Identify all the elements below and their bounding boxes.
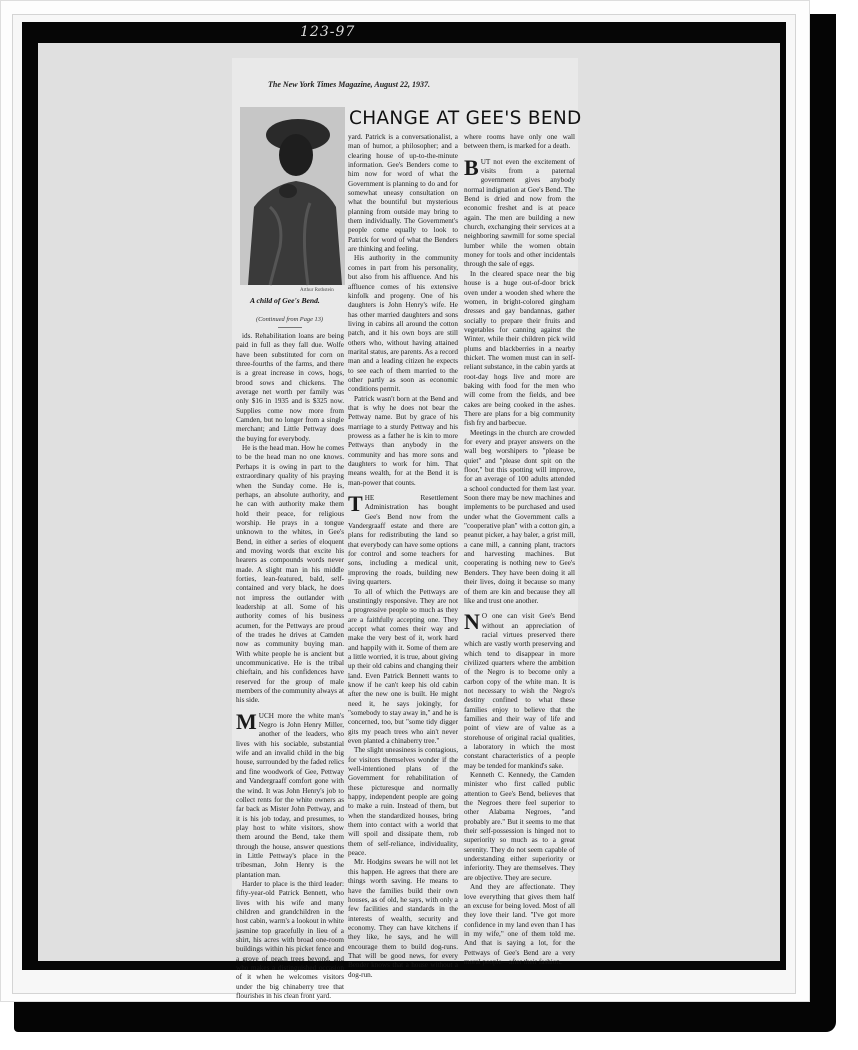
masthead: The New York Times Magazine, August 22, 1937. bbox=[268, 80, 430, 89]
paragraph: The slight uneasiness is contagious, for visitors themselves wonder if the well-intentioned plans of the Government for rehabilitation of these picturesque and normally happy, independent people are going to make a ruin. Instead of them, but when the standardized houses, bring them into contact with a world that will spoil and dissipate them, rob them of self-reliance, individuality, peace. bbox=[348, 746, 458, 858]
paragraph: Mr. Hodgins swears he will not let this happen. He agrees that there are things worth saving. He means to have the families build their own houses, as of old, he says, with only a few facilities and standards in the interests of wealth, security and economy. They can have kitchens if they like, he says, and he will encourage them to build dog-runs. That will be good news, for every Bender knows that a house without a dog-run. bbox=[348, 858, 458, 979]
paragraph bbox=[348, 491, 458, 587]
paragraph-text: HE Resettlement Administration has bought Gee's Bend now from the Vandergraaff estate and there are plans for redistributing the land so that everybody can have some options for control and some teachers for sons, including a medical unit, improving the roads, building new living quarters. bbox=[348, 494, 458, 587]
paragraph-text: UT not even the excitement of visits from a paternal government gives anybody normal indignation at Gee's Bend. The Bend is dried and now from the economic freshet and is at peace again. The men are building a new church, exchanging their services at a neighboring sawmill for some special lumber while the women obtain money for tools and other incidentals through the sale of eggs. bbox=[464, 157, 575, 269]
paragraph bbox=[464, 609, 575, 771]
paragraph: Meetings in the church are crowded for every and prayer answers on the wall beg worshipers to "please be quiet" and "please dont spit on the floor," but this spotting will improve, for an average of 100 adults attended a school conducted for them last year. Soon there may be new machines and implements to be purchased and used under what the Government calls a "cooperative plan" with a cotton gin, a peanut picker, a hay baler, a grist mill, a cane mill, a canning plant, tractors and harvesting machines. But cooperating is nothing new to Gee's Benders. They have been doing it all their lives, doing it because so many of them are kin and because they all like and trust one another. bbox=[464, 428, 575, 605]
paragraph: Patrick wasn't born at the Bend and that is why he does not bear the Pettway name. But by grace of his marriage to a sturdy Pettway and his prowess as a father he is kin to more Pettways than anybody in the community and has more sons and daughters to work for him. That means wealth, for at the Bend it is man-power that counts. bbox=[348, 394, 458, 487]
continued-note: (Continued from Page 13) bbox=[256, 316, 324, 323]
paragraph: where rooms have only one wall between them, is marked for a death. bbox=[464, 133, 575, 151]
drop-cap: B bbox=[464, 154, 479, 180]
paragraph: ids. Rehabilitation loans are being paid in full as they fall due. Wolfe have been substituted for corn on three-fourths of the farms, and there is a great increase in cows, hogs, brood sows and chickens. The average net worth per family was only $16 in 1935 and is $325 now. Supplies come now more from Camden, but no longer from a single merchant; and Little Pettway does the buying for everybody. bbox=[236, 332, 344, 443]
paragraph: Kenneth C. Kennedy, the Camden minister who first called public attention to Gee's Bend, believes that the Negroes there feel superior to other Alabama Negroes, "and probably are." But it seems to me that their self-possession is hinged not to superiority so much as to a great serenity. They do not seem capable of understanding either superiority or inferiority. They are themselves. They are objective. They are secure. bbox=[464, 771, 575, 882]
paragraph: To all of which the Pettways are unstintingly responsive. They are not a progressive people so much as they are a faithfully accepting one. They accept what comes their way and make the very best of it, work hard and happily with it. Some of them are a little worried, it is true, about giving up their old cabins and changing their land. Even Patrick Bennett wants to know if he can't keep his old cabin after the new one is built. He might need it, he says jokingly, for "somebody to stay away in," and he is concerned, too, but "some tidy digger gits my peach trees who ain't never even planted a chinaberry tree." bbox=[348, 587, 458, 745]
article-column-1 bbox=[236, 332, 344, 1001]
article-column-3 bbox=[464, 133, 575, 966]
paragraph bbox=[464, 154, 575, 270]
divider bbox=[278, 327, 302, 328]
paragraph-text: UCH more the white man's Negro is John Henry Miller, another of the leaders, who lives with his sociable, substantial wife and an invalid child in the big house, surrounded by the faded relics and fine woodwork of Gee, Pettway and Vandergraaff comfort gone with the wind. It was John Henry's job to collect rents for the white owners as far back as Mister John Pettway, and it is his job today, and presumes, to play host to white visitors, show them around the Bend, take them through the house, answer questions in Little Pettway's place in the tribesman, John Henry is the plantation man. bbox=[236, 711, 344, 879]
headline: CHANGE AT GEE'S BEND bbox=[349, 108, 582, 129]
paragraph: He is the head man. How he comes to be the head man no one knows. Perhaps it is owing in part to the extraordinary quality of his praying when the Sunday come. He is, perhaps, an absolute authority, and he can with authority make them hold their peace, for religious worship. He prays in a tongue unknown to the whites, in Gee's Bend, in either a series of eloquent and moving words that excite his hearers as compounds words never made. A slight man in his middle forties, lean-featured, bald, self-contained and very black, he does not impress the outlander with leadership at all. Some of his authority comes of his business acumen, for the Pettways are proud of the trades he drives at Camden now as community buying man. With white people he is ancient but uncommunicative. He is the tribal chieftain, and his confidences have reserved for the group of male members of the community always at his side. bbox=[236, 444, 344, 705]
paragraph bbox=[236, 708, 344, 880]
paragraph: yard. Patrick is a conversationalist, a man of humor, a philosopher; and a clearing house of up-to-the-minute information. Gee's Benders come to him now for word of what the Government is planning to do and for somewhat uneasy consultation on what the bountiful but mysterious planning from outside may bring to them individually. The Government's people come equally to look to Patrick for word of what the Benders are thinking and feeling. bbox=[348, 133, 458, 254]
paragraph-text: O one can visit Gee's Bend without an appreciation of racial virtues preserved there which are vastly worth preserving and which tend to disappear in more civilized quarters where the ambition of the Negro is to become only a carbon copy of the white man. It is not necessary to wish the Negro's destiny confined to what these families enjoy to believe that the families and their way of life and point of view are of value as a storehouse of original racial qualities, a laboratory in which the most constant characteristics of a people may be tended for mankind's sake. bbox=[464, 612, 575, 770]
article-column-2 bbox=[348, 133, 458, 979]
drop-cap: N bbox=[464, 609, 480, 635]
photo-credit: Arthur Rothstein bbox=[300, 288, 334, 293]
child-photo bbox=[240, 107, 345, 285]
drop-cap: M bbox=[236, 708, 257, 734]
child-portrait-image bbox=[240, 107, 345, 285]
drop-cap: T bbox=[348, 491, 363, 517]
photo-caption: A child of Gee's Bend. bbox=[250, 296, 320, 305]
catalog-number: 123-97 bbox=[300, 24, 356, 40]
paragraph: And they are affectionate. They love everything that gives them half an excuse for being loved. Most of all they love their land. "I've got more confidence in my land even than I has in my wife," one of them told me. And that is saying a lot, for the Pettways of Gee's Bend are a very moral people—after their fashion. bbox=[464, 883, 575, 966]
paragraph: Harder to place is the third leader: fifty-year-old Patrick Bennett, who lives with his wife and many children and grandchildren in the host cabin, warm's a lookout in white jasmine top gracefully in lieu of a shirt, his acres with broad one-room buildings within his picket fence and a grove of peach trees beyond, and who makes a distinguished occasion of it when he welcomes visitors under the big chinaberry tree that flourishes in his clean front yard. bbox=[236, 879, 344, 1001]
paragraph: In the cleared space near the big house is a huge out-of-door brick oven under a wooden shed where the women, in bright-colored gingham dresses and gay bandannas, gather socially to prepare their fruits and vegetables for canning against the Winter, while their children pick wild plums and blackberries in a nearby thicket. The women must can in self-reliant substance, in the cabin yards at root-day hogs live and more are baking with food for the men who will come from the fields, and bee cakes are being cooked in the ashes. There are plans for a big community fish fry and barbecue. bbox=[464, 269, 575, 428]
paragraph: His authority in the community comes in part from his personality, but also from his affluence. And his affluence comes of his extensive kinfolk and progeny. One of his daughters is John Henry's wife. He has other married daughters and sons living in cabins all around the cotton patch, and it his own boys are still others who, without having attained marital status, are parents. As a record man and a leading citizen he expects to see each of them married to the other partly as soon as economic conditions permit. bbox=[348, 254, 458, 394]
